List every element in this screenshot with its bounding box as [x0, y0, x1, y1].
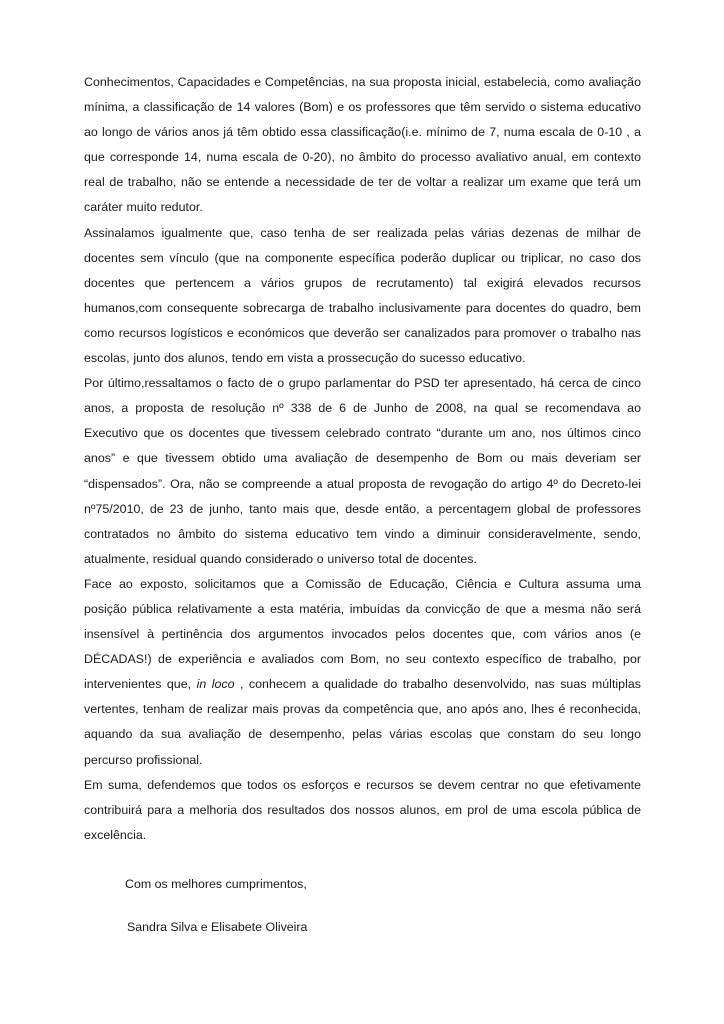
paragraph-3: Por último,ressaltamos o facto de o grupo parlamentar do PSD ter apresentado, há cerca de cinco anos, a proposta de resolução nº 338 de 6 de Junho de 2008, na qual se recomendava ao Executivo que os docentes que tivessem celebrado contrato “durante um ano, nos últimos cinco anos” e que tivessem obtido uma avaliação de desempenho de Bom ou mais deveriam ser “dispensados”. Ora, não se compreende a atual proposta de revogação do artigo 4º do Decreto-lei nº75/2010, de 23 de junho, tanto mais que, desde então, a percentagem global de professores contratados no âmbito do sistema educativo tem vindo a diminuir consideravelmente, sendo, atualmente, residual quando considerado o universo total de docentes.: [84, 376, 641, 566]
paragraph-5: Em suma, defendemos que todos os esforços e recursos se devem centrar no que efetivamente contribuirá para a melhoria dos resultados dos nossos alunos, em prol de uma escola pública de excelência.: [84, 777, 641, 842]
closing-greeting: Com os melhores cumprimentos,: [125, 876, 307, 891]
signature-line: Sandra Silva e Elisabete Oliveira: [127, 920, 308, 934]
paragraph-1: Conhecimentos, Capacidades e Competências, na sua proposta inicial, estabelecia, como avaliação mínima, a classificação de 14 valores (Bom) e os professores que têm servido o sistema educativo ao longo de vários anos já têm obtido essa classificação(i.e. mínimo de 7, numa escala de 0-10 , a que corresponde 14, numa escala de 0-20), no âmbito do processo avaliativo anual, em contexto real de trabalho, não se entende a necessidade de ter de voltar a realizar um exame que terá um caráter muito redutor.: [84, 75, 641, 215]
paragraph-4-part-2: , conhecem a qualidade do trabalho desenvolvido, nas suas múltiplas vertentes, tenham de realizar mais provas da competência que, ano após ano, lhes é reconhecida, aquando da sua avaliação de desempenho, pelas várias escolas que constam do seu longo percurso profissional.: [84, 677, 641, 767]
closing-block: [84, 872, 641, 940]
paragraph-4: [84, 572, 641, 773]
document-body: [84, 70, 641, 940]
paragraph-2: Assinalamos igualmente que, caso tenha de ser realizada pelas várias dezenas de milhar de docentes sem vínculo (que na componente específica poderão duplicar ou triplicar, no caso dos docentes que pertencem a vários grupos de recrutamento) tal exigirá elevados recursos humanos,com consequente sobrecarga de trabalho inclusivamente para docentes do quadro, bem como recursos logísticos e económicos que deverão ser canalizados para promover o trabalho nas escolas, junto dos alunos, tendo em vista a prossecução do sucesso educativo.: [84, 225, 641, 366]
paragraph-4-part-1: Face ao exposto, solicitamos que a Comissão de Educação, Ciência e Cultura assuma uma posição pública relativamente a esta matéria, imbuídas da convicção de que a mesma não será insensível à pertinência dos argumentos invocados pelos docentes que, com vários anos (e DÉCADAS!) de experiência e avaliados com Bom, no seu contexto específico de trabalho, por intervenientes que,: [84, 576, 641, 692]
paragraph-4-italic-in-loco: in loco: [196, 677, 235, 692]
